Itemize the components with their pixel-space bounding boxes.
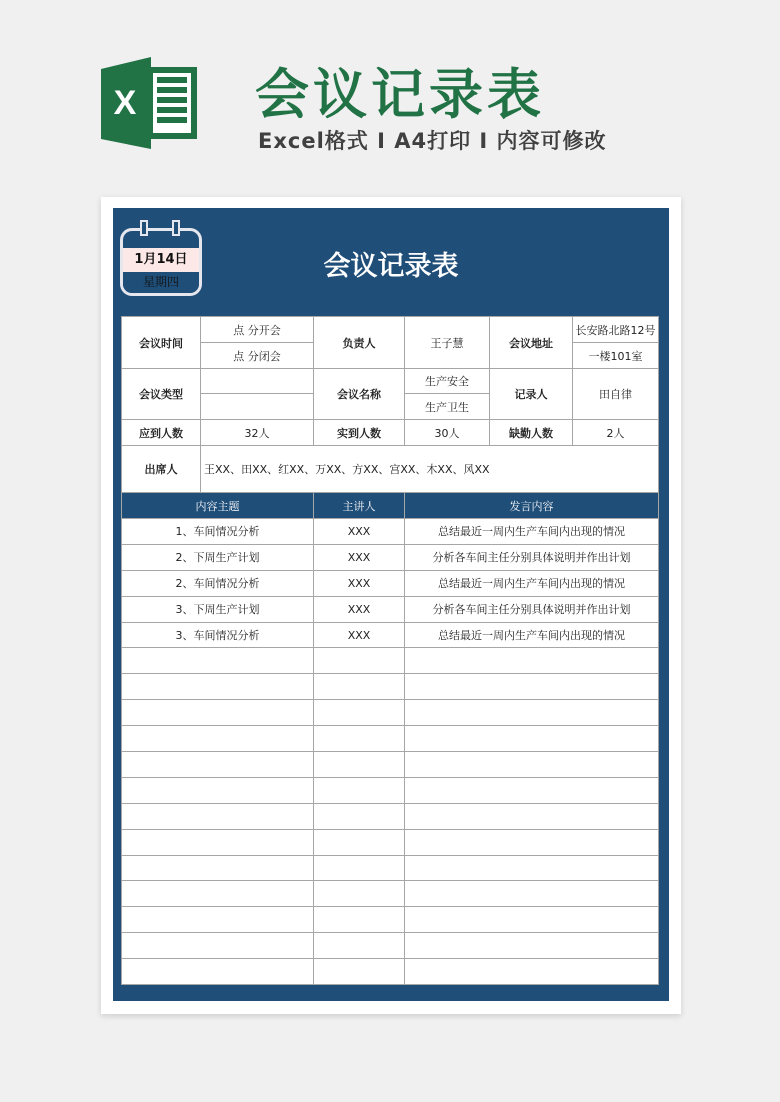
cell-content[interactable] [405, 700, 659, 726]
cell-speaker[interactable]: XXX [314, 570, 405, 596]
cell-content[interactable] [405, 933, 659, 959]
table-row [122, 907, 659, 933]
cell-speaker[interactable] [314, 803, 405, 829]
table-row [122, 933, 659, 959]
type-label: 会议类型 [122, 369, 201, 420]
table-row [122, 855, 659, 881]
cell-speaker[interactable] [314, 752, 405, 778]
table-row [122, 803, 659, 829]
start-time[interactable]: 点 分开会 [201, 317, 314, 343]
expected-label: 应到人数 [122, 420, 201, 446]
cell-content[interactable]: 总结最近一周内生产车间内出现的情况 [405, 519, 659, 545]
table-row [122, 752, 659, 778]
type2[interactable] [201, 394, 314, 420]
address-line2[interactable]: 一楼101室 [573, 343, 659, 369]
recorder[interactable]: 田自律 [573, 369, 659, 420]
table-row [122, 674, 659, 700]
table-row [122, 726, 659, 752]
cell-content[interactable] [405, 726, 659, 752]
info-table [121, 316, 659, 493]
owner[interactable]: 王子慧 [405, 317, 490, 369]
cell-topic[interactable] [122, 726, 314, 752]
sheet-title: 会议记录表 [323, 251, 459, 282]
cell-topic[interactable]: 3、车间情况分析 [122, 622, 314, 648]
cell-topic[interactable] [122, 907, 314, 933]
cell-speaker[interactable] [314, 933, 405, 959]
col-topic: 内容主题 [122, 493, 314, 519]
table-row [122, 648, 659, 674]
cell-content[interactable] [405, 855, 659, 881]
cell-topic[interactable] [122, 674, 314, 700]
col-content: 发言内容 [405, 493, 659, 519]
cell-topic[interactable] [122, 700, 314, 726]
cell-content[interactable] [405, 752, 659, 778]
recorder-label: 记录人 [490, 369, 573, 420]
cell-content[interactable]: 分析各车间主任分别具体说明并作出计划 [405, 544, 659, 570]
cell-topic[interactable] [122, 933, 314, 959]
address-line1[interactable]: 长安路北路12号 [573, 317, 659, 343]
cell-content[interactable] [405, 829, 659, 855]
cell-content[interactable]: 总结最近一周内生产车间内出现的情况 [405, 622, 659, 648]
cell-content[interactable] [405, 648, 659, 674]
agenda-table [121, 492, 659, 985]
absent[interactable]: 2人 [573, 420, 659, 446]
calendar-weekday: 星期四 [123, 272, 199, 294]
cell-content[interactable] [405, 777, 659, 803]
end-time[interactable]: 点 分闭会 [201, 343, 314, 369]
actual-label: 实到人数 [314, 420, 405, 446]
page-subtitle: Excel格式 I A4打印 I 内容可修改 [258, 129, 607, 153]
attendees[interactable]: 王XX、田XX、红XX、万XX、方XX、宫XX、木XX、风XX [201, 446, 659, 493]
cell-content[interactable] [405, 907, 659, 933]
page-title: 会议记录表 [255, 63, 545, 126]
cell-content[interactable] [405, 881, 659, 907]
cell-topic[interactable] [122, 803, 314, 829]
name-label: 会议名称 [314, 369, 405, 420]
cell-speaker[interactable] [314, 907, 405, 933]
cell-topic[interactable] [122, 777, 314, 803]
sheet-panel [113, 208, 669, 1001]
table-row [122, 700, 659, 726]
cell-speaker[interactable] [314, 777, 405, 803]
cell-topic[interactable]: 1、车间情况分析 [122, 519, 314, 545]
cell-speaker[interactable]: XXX [314, 544, 405, 570]
attendees-label: 出席人 [122, 446, 201, 493]
table-row [122, 519, 659, 545]
cell-speaker[interactable]: XXX [314, 622, 405, 648]
actual[interactable]: 30人 [405, 420, 490, 446]
table-row [122, 881, 659, 907]
cell-content[interactable]: 分析各车间主任分别具体说明并作出计划 [405, 596, 659, 622]
svg-text:X: X [113, 84, 137, 122]
table-row [122, 622, 659, 648]
table-row [122, 777, 659, 803]
cell-topic[interactable]: 3、下周生产计划 [122, 596, 314, 622]
cell-content[interactable] [405, 803, 659, 829]
meeting-time-label: 会议时间 [122, 317, 201, 369]
cell-topic[interactable] [122, 959, 314, 985]
cell-topic[interactable] [122, 752, 314, 778]
cell-topic[interactable] [122, 648, 314, 674]
expected[interactable]: 32人 [201, 420, 314, 446]
cell-speaker[interactable] [314, 959, 405, 985]
cell-speaker[interactable] [314, 855, 405, 881]
cell-topic[interactable] [122, 829, 314, 855]
table-row [122, 959, 659, 985]
cell-content[interactable] [405, 674, 659, 700]
table-row [122, 570, 659, 596]
cell-speaker[interactable]: XXX [314, 519, 405, 545]
cell-topic[interactable] [122, 881, 314, 907]
table-row [122, 544, 659, 570]
cell-speaker[interactable] [314, 674, 405, 700]
cell-speaker[interactable] [314, 700, 405, 726]
type1[interactable] [201, 369, 314, 394]
cell-speaker[interactable]: XXX [314, 596, 405, 622]
cell-speaker[interactable] [314, 726, 405, 752]
table-row [122, 829, 659, 855]
cell-speaker[interactable] [314, 648, 405, 674]
col-speaker: 主讲人 [314, 493, 405, 519]
owner-label: 负责人 [314, 317, 405, 369]
calendar-date: 1月14日 [123, 248, 199, 272]
cell-topic[interactable]: 2、下周生产计划 [122, 544, 314, 570]
name1[interactable]: 生产安全 [405, 369, 490, 394]
cell-topic[interactable]: 2、车间情况分析 [122, 570, 314, 596]
cell-speaker[interactable] [314, 829, 405, 855]
cell-speaker[interactable] [314, 881, 405, 907]
absent-label: 缺勤人数 [490, 420, 573, 446]
name2[interactable]: 生产卫生 [405, 394, 490, 420]
address-label: 会议地址 [490, 317, 573, 369]
cell-content[interactable]: 总结最近一周内生产车间内出现的情况 [405, 570, 659, 596]
excel-logo-icon [101, 57, 199, 149]
table-row [122, 596, 659, 622]
cell-content[interactable] [405, 959, 659, 985]
cell-topic[interactable] [122, 855, 314, 881]
